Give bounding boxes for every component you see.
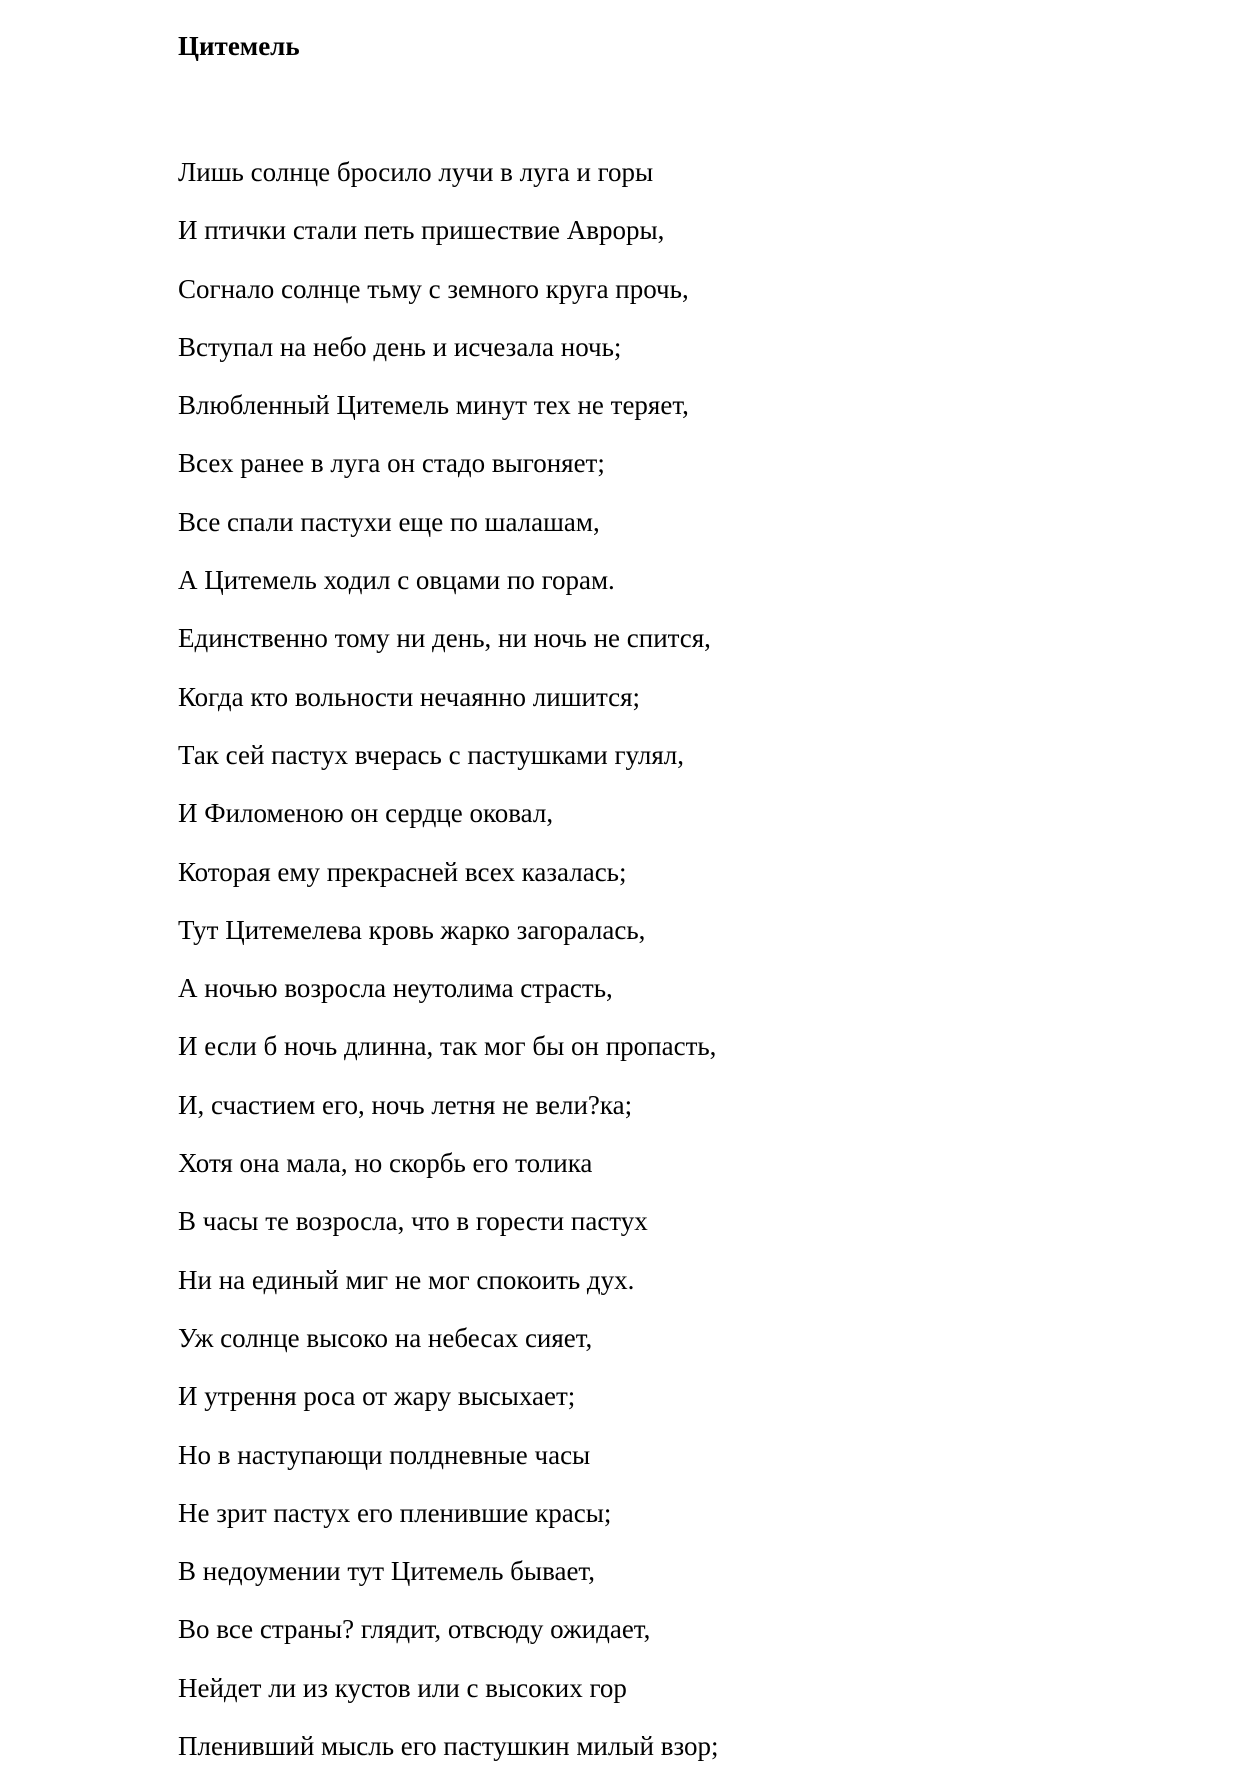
poem-line: Нейдет ли из кустов или с высоких гор [178, 1672, 627, 1703]
poem-line: А ночью возросла неутолима страсть, [178, 973, 613, 1004]
poem-line: Пленивший мысль его пастушкин милый взор; [178, 1731, 719, 1762]
poem-line: Во все страны? глядит, отвсюду ожидает, [178, 1614, 651, 1645]
poem-line: Хотя она мала, но скорбь его толика [178, 1148, 593, 1179]
poem-line: Когда кто вольности нечаянно лишится; [178, 681, 641, 712]
poem-line: Тут Цитемелева кровь жарко загоралась, [178, 914, 646, 945]
poem-line: Влюбленный Цитемель минут тех не теряет, [178, 390, 689, 421]
poem-line: Лишь солнце бросило лучи в луга и горы [178, 157, 654, 187]
poem-line: Которая ему прекрасней всех казалась; [178, 856, 627, 887]
poem-line: В часы те возросла, что в горести пастух [178, 1206, 648, 1237]
poem-line: Согнало солнце тьму с земного круга прочь, [178, 273, 689, 304]
poem-line: Все спали пастухи еще по шалашам, [178, 506, 600, 537]
poem-line: В недоумении тут Цитемель бывает, [178, 1556, 595, 1587]
poem-line: И утрення роса от жару высыхает; [178, 1381, 576, 1412]
poem-line: И Филоменою он сердце оковал, [178, 798, 554, 829]
poem-line: Единственно тому ни день, ни ночь не спится, [178, 623, 711, 654]
poem-line: Ни на единый миг не мог спокоить дух. [178, 1264, 635, 1295]
poem-line: Вступал на небо день и исчезала ночь; [178, 331, 622, 362]
poem-line: И если б ночь длинна, так мог бы он пропасть, [178, 1031, 717, 1062]
poem-line: А Цитемель ходил с овцами по горам. [178, 565, 615, 596]
poem-body [178, 143, 718, 1775]
poem-line: И, счастием его, ночь летня не вели?ка; [178, 1089, 633, 1120]
poem-line: И птички стали петь пришествие Авроры, [178, 215, 665, 246]
poem-line: Всех ранее в луга он стадо выгоняет; [178, 448, 605, 479]
poem-line: Уж солнце высоко на небесах сияет, [178, 1322, 593, 1353]
poem-line: Так сей пастух вчерась с пастушками гулял, [178, 739, 684, 770]
poem-line: Но в наступающи полдневные часы [178, 1439, 591, 1470]
poem-title: Цитемель [178, 31, 300, 61]
poem-line: Не зрит пастух его пленившие красы; [178, 1497, 612, 1528]
